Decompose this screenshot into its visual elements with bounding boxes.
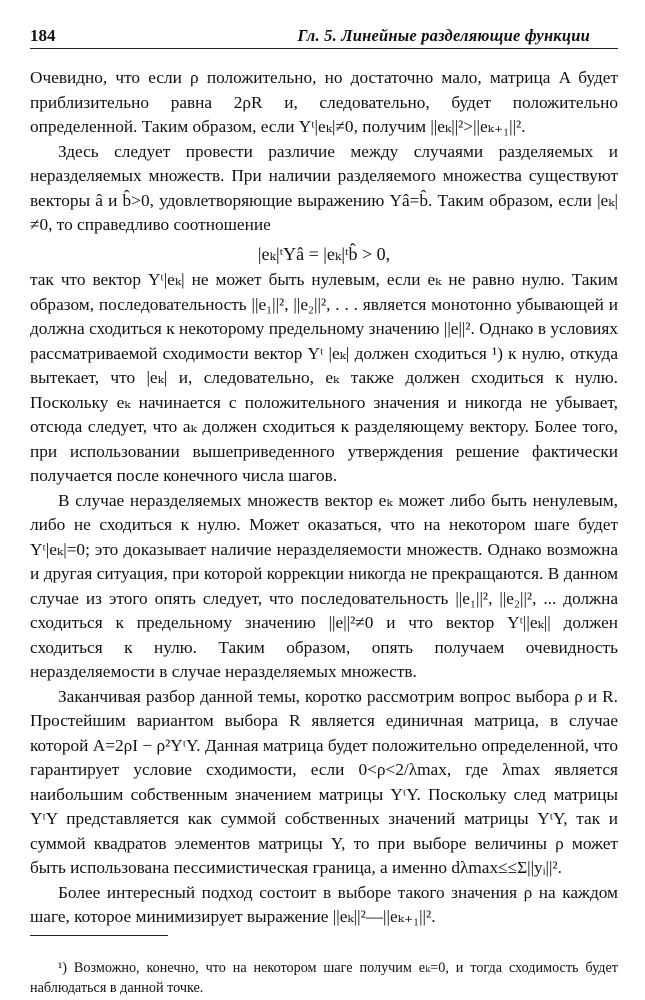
paragraph-6: Более интересный подход состоит в выборе такого значения ρ на каждом шаге, которое минимизирует выражение ||eₖ||²—||eₖ₊₁||². bbox=[30, 882, 618, 926]
paragraph-4: В случае неразделяемых множеств вектор eₖ может либо быть ненулевым, либо не сходиться к нулю. Может оказаться, что на некотором шаге будет Yᵗ|eₖ|=0; это доказывает наличие неразделяемости множеств. Однако возможна и другая ситуация, при которой коррекции никогда не прекращаются. В данном случае из этого опять следует, что последовательность ||e₁||², ||e₂||², ... должна сходиться к предельному значению ||e||²≠0 и что вектор Yᵗ||eₖ|| должен сходиться к нулю. Таким образом, опять получаем очевидность неразделяемости в случае неразделяемых множеств. bbox=[30, 490, 618, 681]
main-text bbox=[30, 66, 618, 930]
page-number: 184 bbox=[30, 26, 56, 45]
paragraph-3: так что вектор Yᵗ|eₖ| не может быть нулевым, если eₖ не равно нулю. Таким образом, последовательность ||e₁||², ||e₂||², . . . является монотонно убывающей и должна сходиться к некоторому предельному значению ||e||². Однако в условиях рассматриваемой сходимости вектор Yᵗ |eₖ| должен сходиться ¹) к нулю, откуда вытекает, что |eₖ| и, следовательно, eₖ также должен сходиться к нулю. Поскольку eₖ начинается с положительного значения и никогда не убывает, отсюда следует, что aₖ должен сходиться к разделяющему вектору. Более того, при использовании вышеприведенного утверждения решение фактически получается после конечного числа шагов. bbox=[30, 270, 618, 485]
page-header bbox=[30, 22, 618, 49]
display-formula: |eₖ|ᵗYâ = |eₖ|ᵗb̂ > 0, bbox=[257, 243, 391, 264]
running-title: Гл. 5. Линейные разделяющие функции bbox=[297, 26, 590, 45]
paragraph-2: Здесь следует провести различие между случаями разделяемых и неразделяемых множеств. При наличии разделяемого множества существуют векторы â и b̂>0, удовлетворяющие выражению Yâ=b̂. Таким образом, если |eₖ|≠0, то справедливо соотношение bbox=[30, 141, 618, 234]
paragraph-5: Заканчивая разбор данной темы, коротко рассмотрим вопрос выбора ρ и R. Простейшим вариантом выбора R является единичная матрица, в случае которой A=2ρI − ρ²YᵗY. Данная матрица будет положительно определенной, что гарантирует условие сходимости, если 0<ρ<2/λmax, где λmax является наибольшим собственным значением матрицы YᵗY. Поскольку след матрицы YᵗY представляется как суммой собственных значений матрицы YᵗY, так и суммой квадратов элементов матрицы Y, то при выборе величины ρ может быть использована пессимистическая граница, а именно dλmax≤≤Σ||yᵢ||². bbox=[30, 686, 618, 877]
footnote: ¹) Возможно, конечно, что на некотором шаге получим eₖ=0, и тогда сходимость будет наблюдаться в данной точке. bbox=[30, 960, 618, 997]
paragraph-1: Очевидно, что если ρ положительно, но достаточно мало, матрица A будет приблизительно равна 2ρR и, следовательно, будет положительно определенной. Таким образом, если Yᵗ|eₖ|≠0, получим ||eₖ||²>||eₖ₊₁||². bbox=[30, 68, 618, 136]
footnote-divider bbox=[30, 935, 168, 936]
